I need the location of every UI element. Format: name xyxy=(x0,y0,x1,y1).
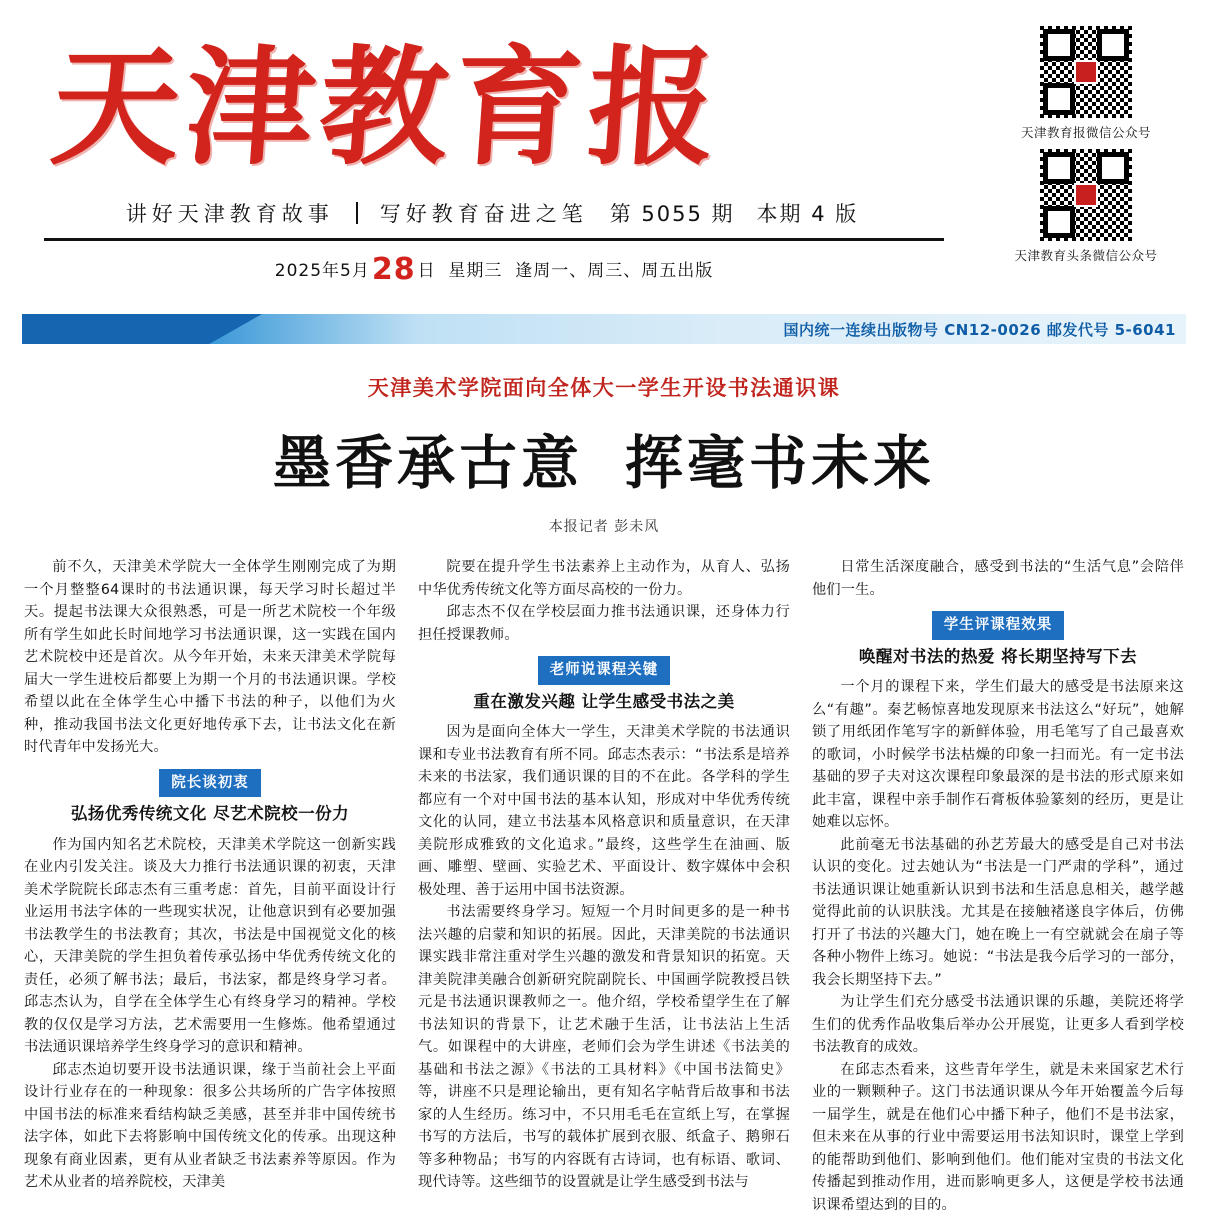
issue-number: 第 5055 期 xyxy=(610,198,735,228)
qr-code-block xyxy=(988,24,1184,270)
article-column-1 xyxy=(24,556,396,1216)
masthead xyxy=(0,0,1208,310)
paragraph: 此前毫无书法基础的孙艺芳最大的感受是自己对书法认识的变化。过去她认为“书法是一门严肃的学科”，通过书法通识课让她重新认识到书法和生活息息相关，越学越觉得此前的认识肤浅。尤其是在接触褚遂良字体后，仿佛打开了书法的兴趣大门，她在晚上一有空就就会在扇子等各种小物件上练习。她说：“书法是我今后学习的一部分，我会长期坚持下去。” xyxy=(812,834,1184,992)
paragraph: 因为是面向全体大一学生，天津美术学院的书法通识课和专业书法教育有所不同。邱志杰表示：“书法系是培养未来的书法家，我们通识课的目的不在此。各学科的学生都应有一个对中国书法的基本认知，形成对中华优秀传统文化的认同，建立书法基本风格意识和质量意识，在天津美院形成雅致的文化追求。”最终，这些学生在油画、版画、雕塑、壁画、实验艺术、平面设计、数字媒体中会积极处理、善于运用中国书法资源。 xyxy=(418,721,790,901)
masthead-rule xyxy=(44,238,944,241)
section-tag-label: 学生评课程效果 xyxy=(932,611,1065,640)
shoulder-headline: 天津美术学院面向全体大一学生开设书法通识课 xyxy=(0,372,1208,402)
section-tag-3 xyxy=(812,611,1184,640)
qr-logo-center xyxy=(1074,60,1098,84)
publication-date-row xyxy=(44,252,944,287)
section-subhead-1: 弘扬优秀传统文化 尽艺术院校一份力 xyxy=(24,803,396,826)
paragraph: 日常生活深度融合，感受到书法的“生活气息”会陪伴他们一生。 xyxy=(812,556,1184,601)
qr-item-toutiao[interactable] xyxy=(988,147,1184,264)
paragraph: 院要在提升学生书法素养上主动作为，从育人、弘扬中华优秀传统文化等方面尽高校的一份力。 xyxy=(418,556,790,601)
byline: 本报记者 彭未风 xyxy=(0,516,1208,536)
section-subhead-2: 重在激发兴趣 让学生感受书法之美 xyxy=(418,691,790,714)
section-tag-2 xyxy=(418,656,790,685)
date-prefix: 2025年5月 xyxy=(275,261,370,281)
paragraph: 邱志杰迫切要开设书法通识课，缘于当前社会上平面设计行业存在的一种现象：很多公共场所的广告字体按照中国书法的标准来看结构缺乏美感，甚至并非中国传统书法字体，如此下去将影响中国传统文化的传承。出现这种现象有商业因素，更有从业者缺乏书法素养等原因。作为艺术从业者的培养院校，天津美 xyxy=(24,1059,396,1194)
section-tag-label: 院长谈初衷 xyxy=(159,769,261,798)
publication-serial-number: 国内统一连续出版物号 CN12-0026 邮发代号 5-6041 xyxy=(784,319,1187,340)
slogan-left: 讲好天津教育故事 xyxy=(126,198,334,228)
headline-area xyxy=(0,344,1208,546)
weekday: 星期三 xyxy=(448,261,502,281)
paragraph: 作为国内知名艺术院校，天津美术学院这一创新实践在业内引发关注。谈及大力推行书法通识课的初衷，天津美术学院院长邱志杰有三重考虑：首先，目前平面设计行业运用书法字体的一些现实状况，让他意识到有必要加强书法教学生的书法教育；其次，书法是中国视觉文化的核心，天津美院的学生担负着传承弘扬中华优秀传统文化的责任，必须了解书法；最后，书法家，都是终身学习者。邱志杰认为，自学在全体学生心有终身学习的精神。学校教的仅仅是学习方法，艺术需要用一生修炼。他希望通过书法通识课培养学生终身学习的意识和精神。 xyxy=(24,834,396,1059)
main-headline-part1: 墨香承古意 xyxy=(273,429,583,497)
slogan-right: 写好教育奋进之笔 xyxy=(380,198,588,228)
date-day: 28 xyxy=(370,252,418,287)
paragraph: 书法需要终身学习。短短一个月时间更多的是一种书法兴趣的启蒙和知识的拓展。因此，天津美院的书法通识课实践非常注重对学生兴趣的激发和背景知识的拓宽。天津美院津美融合创新研究院副院长、中国画学院教授吕铁元是书法通识课教师之一。他介绍，学校希望学生在了解书法知识的背景下，让艺术融于生活，让书法沾上生活气。如课程中的大讲座，老师们会为学生讲述《书法美的基础和书法之源》《书法的工具材料》《中国书法简史》等，讲座不只是理论输出，更有知名字帖背后故事和书法家的人生经历。练习中，不只用毛毛在宣纸上写，在掌握书写的方法后，书写的载体扩展到衣服、纸盒子、鹅卵石等多种物品；书写的内容既有古诗词，也有标语、歌词、现代诗等。这些细节的设置就是让学生感受到书法与 xyxy=(418,901,790,1194)
publish-schedule: 逢周一、周三、周五出版 xyxy=(515,261,713,281)
paragraph: 前不久，天津美术学院大一全体学生刚刚完成了为期一个月整整64课时的书法通识课，每天学习时长超过半天。提起书法课大众很熟悉，可是一所艺术院校一个年级所有学生如此长时间地学习书法通识课，这一实践在国内艺术院校中还是首次。从今年开始，未来天津美术学院每届大一学生进校后都要上为期一个月的书法通识课。学校希望以此在全体学生心中播下书法的种子，以他们为火种，推动我国书法文化更好地传承下去，让书法文化在新时代青年中发扬光大。 xyxy=(24,556,396,759)
paragraph: 在邱志杰看来，这些青年学生，就是未来国家艺术行业的一颗颗种子。这门书法通识课从今年开始覆盖今后每一届学生，就是在他们心中播下种子，他们不是书法家，但未来在从事的行业中需要运用书法知识时，课堂上学到的能帮助到他们、影响到他们。他们能对宝贵的书法文化传播起到推动作用，进而影响更多人，这便是学校书法通识课希望达到的目的。 xyxy=(812,1059,1184,1216)
paper-title: 天津教育报 xyxy=(47,34,917,184)
wechat-official-qr-icon[interactable] xyxy=(1038,24,1134,120)
date-suffix: 日 xyxy=(418,261,436,281)
section-tag-label: 老师说课程关键 xyxy=(538,656,671,685)
article-columns xyxy=(0,546,1208,1216)
toutiao-official-qr-icon[interactable] xyxy=(1038,147,1134,243)
qr-finder-bottom-left xyxy=(1043,206,1075,238)
qr-finder-bottom-left xyxy=(1043,83,1075,115)
section-tag-1 xyxy=(24,769,396,798)
main-headline-part2: 挥毫书未来 xyxy=(625,429,935,497)
paragraph: 邱志杰不仅在学校层面力推书法通识课，还身体力行担任授课教师。 xyxy=(418,601,790,646)
qr-item-wechat[interactable] xyxy=(988,24,1184,141)
masthead-slogan-row xyxy=(52,198,932,228)
qr-logo-center xyxy=(1074,183,1098,207)
main-headline xyxy=(0,416,1208,500)
article-column-2 xyxy=(418,556,790,1216)
publication-meta-bar xyxy=(22,314,1186,344)
section-subhead-3: 唤醒对书法的热爱 将长期坚持写下去 xyxy=(812,646,1184,669)
paragraph: 一个月的课程下来，学生们最大的感受是书法原来这么“有趣”。秦艺畅惊喜地发现原来书法这么“好玩”，她解锁了用纸团作笔写字的新鲜体验，用毛笔写了自己最喜欢的歌词，小时候学书法枯燥的印象一扫而光。有一定书法基础的罗子夫对这次课程印象最深的是书法的形式原来如此丰富，课程中亲手制作石膏板体验篆刻的经历，更是让她难以忘怀。 xyxy=(812,676,1184,834)
qr-caption-toutiao: 天津教育头条微信公众号 xyxy=(988,246,1184,264)
paragraph: 为让学生们充分感受书法通识课的乐趣，美院还将学生们的优秀作品收集后举办公开展览，让更多人看到学校书法教育的成效。 xyxy=(812,991,1184,1059)
page-count: 本期 4 版 xyxy=(757,198,859,228)
article-column-3 xyxy=(812,556,1184,1216)
slogan-divider xyxy=(356,202,358,224)
qr-caption-wechat: 天津教育报微信公众号 xyxy=(988,123,1184,141)
